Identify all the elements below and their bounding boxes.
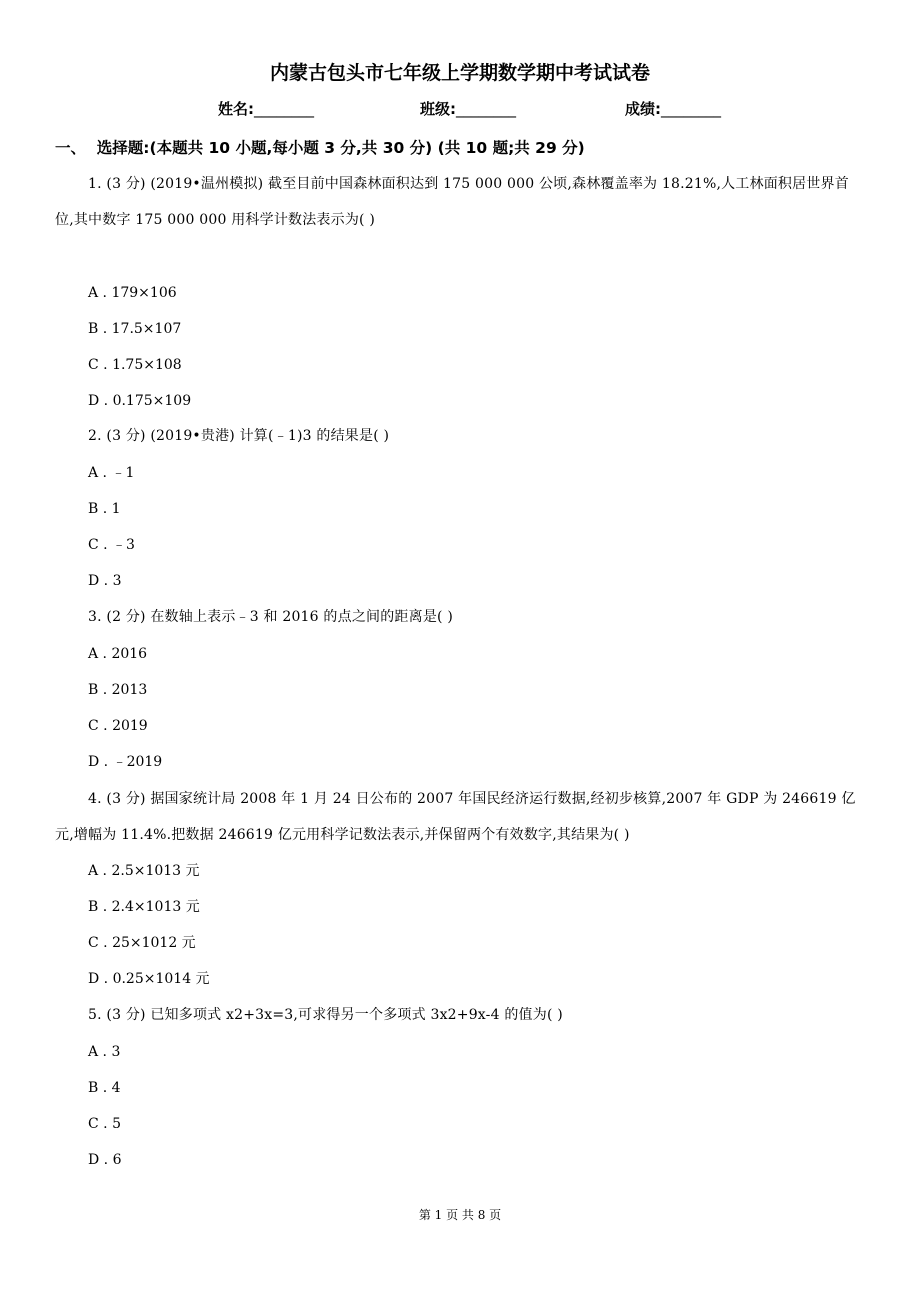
class-blank: ________ <box>456 100 516 118</box>
question-5-option-b: B . 4 <box>88 1080 121 1096</box>
score-blank: ________ <box>661 100 721 118</box>
question-1-option-b: B . 17.5×107 <box>88 321 182 337</box>
question-4-option-d: D . 0.25×1014 元 <box>88 971 210 987</box>
question-3-option-a: A . 2016 <box>88 646 148 662</box>
question-3-option-b: B . 2013 <box>88 682 148 698</box>
question-1-stem: 1. (3 分) (2019•温州模拟) 截至目前中国森林面积达到 175 000 000 公顷,森林覆盖率为 18.21%,人工林面积居世界首位,其中数字 175 000 000 用科学计数法表示为( ) <box>55 176 849 228</box>
question-1-option-c: C . 1.75×108 <box>88 357 182 373</box>
question-4-option-b: B . 2.4×1013 元 <box>88 899 200 915</box>
name-blank: ________ <box>254 100 314 118</box>
page-footer: 第 1 页 共 8 页 <box>418 1208 502 1222</box>
question-4-option-a: A . 2.5×1013 元 <box>88 863 200 879</box>
question-2-option-d: D . 3 <box>88 573 122 589</box>
question-2-stem: 2. (3 分) (2019•贵港) 计算(﹣1)3 的结果是( ) <box>88 428 390 444</box>
question-4-option-c: C . 25×1012 元 <box>88 935 196 951</box>
question-2-option-a: A . ﹣1 <box>88 465 135 481</box>
section-heading: 一、 选择题:(本题共 10 小题,每小题 3 分,共 30 分) (共 10 题;共 29 分) <box>55 139 585 157</box>
question-1-option-a: A . 179×106 <box>88 285 177 301</box>
student-info-row <box>0 98 920 122</box>
question-3-stem: 3. (2 分) 在数轴上表示﹣3 和 2016 的点之间的距离是( ) <box>88 609 453 625</box>
score-label: 成绩: <box>625 100 661 118</box>
score-field <box>625 98 721 119</box>
name-field <box>218 98 314 119</box>
question-4-stem: 4. (3 分) 据国家统计局 2008 年 1 月 24 日公布的 2007 年国民经济运行数据,经初步核算,2007 年 GDP 为 246619 亿元,增幅为 11.4%.把数据 246619 亿元用科学记数法表示,并保留两个有效数字,其结果为( ) <box>55 791 856 843</box>
page-title: 内蒙古包头市七年级上学期数学期中考试试卷 <box>269 62 650 84</box>
class-field <box>420 98 516 119</box>
name-label: 姓名: <box>218 100 254 118</box>
question-3-option-c: C . 2019 <box>88 718 148 734</box>
question-1-option-d: D . 0.175×109 <box>88 393 192 409</box>
question-5-option-d: D . 6 <box>88 1152 122 1168</box>
question-5-stem: 5. (3 分) 已知多项式 x2+3x=3,可求得另一个多项式 3x2+9x-4 的值为( ) <box>88 1007 563 1023</box>
question-5-option-c: C . 5 <box>88 1116 121 1132</box>
question-2-option-b: B . 1 <box>88 501 121 517</box>
class-label: 班级: <box>420 100 456 118</box>
question-3-option-d: D . ﹣2019 <box>88 754 163 770</box>
question-2-option-c: C . ﹣3 <box>88 537 135 553</box>
question-5-option-a: A . 3 <box>88 1044 121 1060</box>
